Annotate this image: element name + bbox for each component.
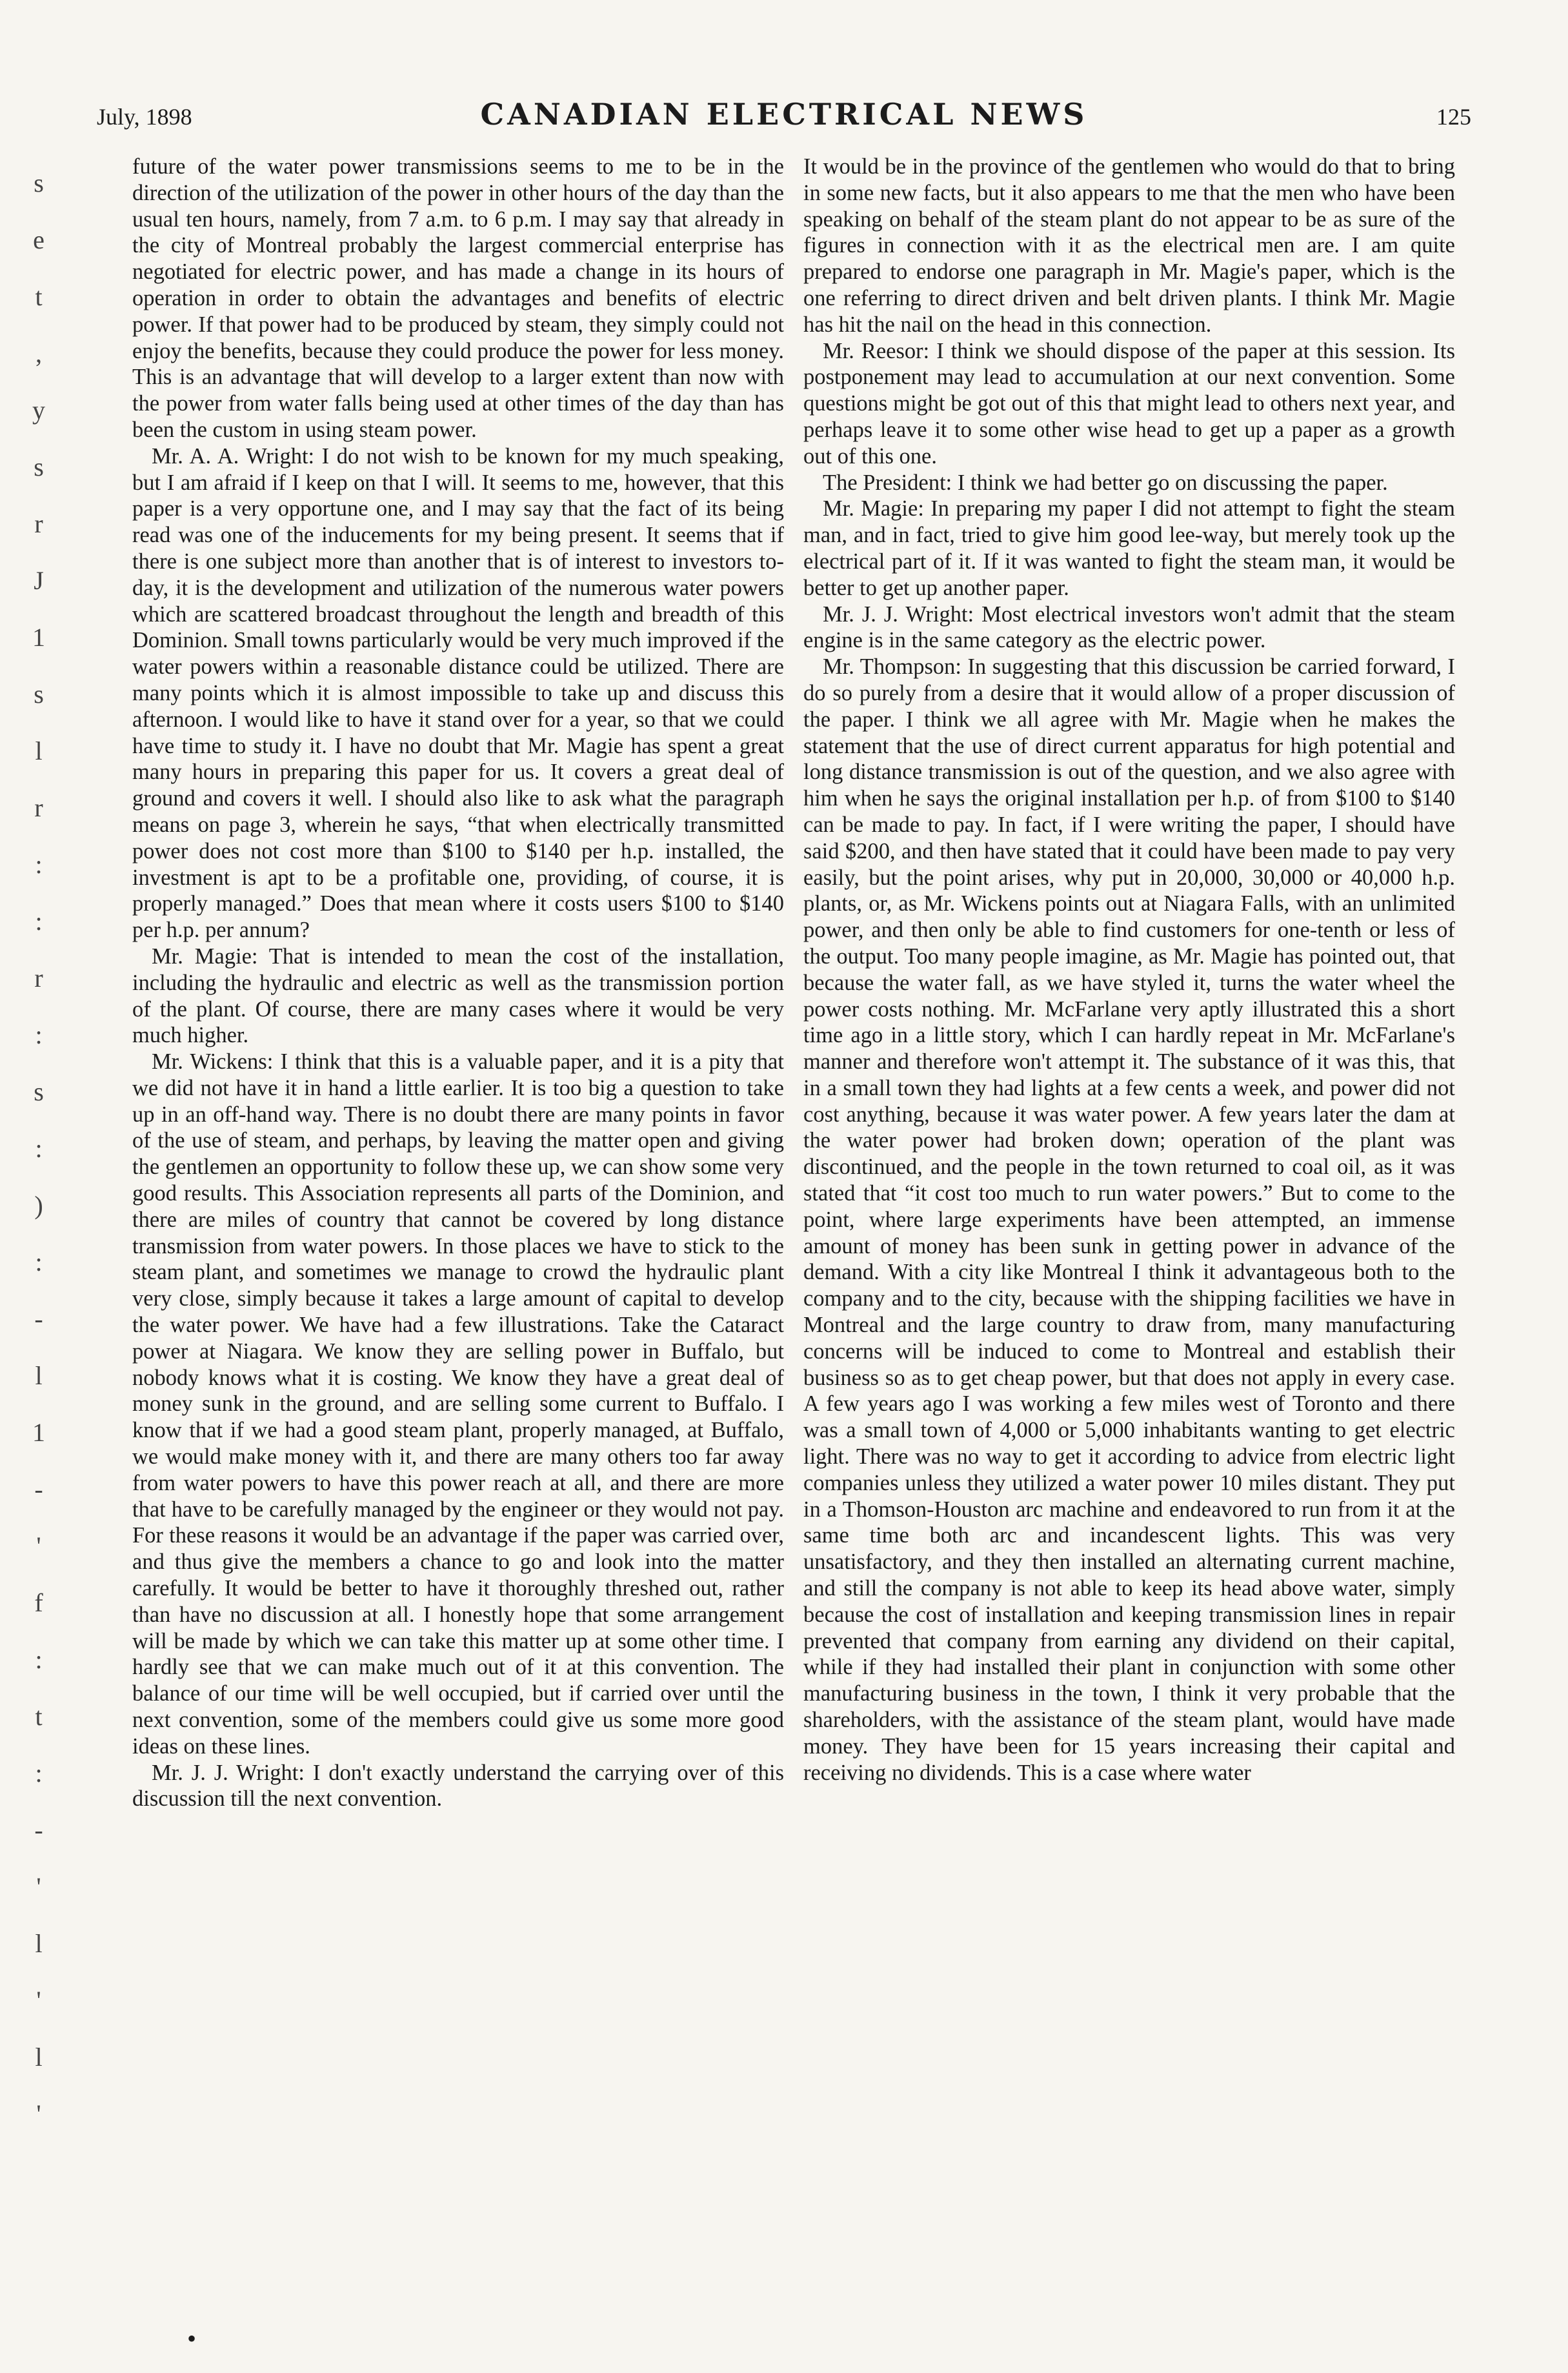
paragraph: It would be in the province of the gentlemen who would do that to bring in some new facts, but it also appears to me that the men who have been speaking on behalf of the steam plant do not appear to be as sure of the figures in connection with it as the electrical men are. I am quite prepared to endorse one paragraph in Mr. Magie's paper, which is the one referring to direct driven and belt driven plants. I think Mr. Magie has hit the nail on the head in this connection.	[803, 154, 1455, 337]
left-column	[132, 154, 784, 1812]
bleed-char: :	[35, 1247, 43, 1277]
bleed-char: -	[34, 1475, 43, 1504]
paragraph: Mr. A. A. Wright: I do not wish to be known for my much speaking, but I am afraid if I keep on that I will. It seems to me, however, that this paper is a very opportune one, and I may say that the fact of its being read was one of the inducements for my being present. It seems that if there is one subject more than another that is of interest to investors to-day, it is the development and utilization of the numerous water powers which are scattered broadcast throughout the length and breadth of this Dominion. Small towns particularly would be very much improved if the water powers within a reasonable distance could be utilized. There are many points which it is almost impossible to take up and discuss this afternoon. I would like to have it stand over for a year, so that we could have time to study it. I have no doubt that Mr. Magie has spent a great many hours in preparing this paper for us. It covers a great deal of ground and covers it well. I should also like to ask what the paragraph means on page 3, wherein he says, “that when electrically transmitted power does not cost more than $100 to $140 per h.p. installed, the investment is apt to be a profitable one, providing, of course, it is properly managed.” Does that mean where it costs users $100 to $140 per h.p. per annum?	[132, 443, 784, 943]
paragraph: Mr. Wickens: I think that this is a valuable paper, and it is a pity that we did not have it in hand a little earlier. It is too big a question to take up in an off-hand way. There is no doubt there are many points in favor of the use of steam, and perhaps, by leaving the matter open and giving the gentlemen an opportunity to follow these up, we can show some very good results. This Association represents all parts of the Dominion, and there are miles of country that cannot be covered by long distance transmission from water powers. In those places we have to stick to the steam plant, and sometimes we manage to crowd the hydraulic plant very close, simply because it takes a large amount of capital to develop the water power. We have had a few illustrations. Take the Cataract power at Niagara. We know they are selling power in Buffalo, but nobody knows what it is costing. We know they have a great deal of money sunk in the ground, and are selling some current to Buffalo. I know that if we had a good steam plant, properly managed, at Buffalo, we would make money with it, and there are many others too far away from water powers to have this power reach at all, and there are more that have to be carefully managed by the engineer or they would not pay. For these reasons it would be an advantage if the paper was carried over, and thus give the members a chance to go and look into the matter carefully. It would be better to have it thoroughly threshed out, rather than have no discussion at all. I honestly hope that some arrangement will be made by which we can take this matter up at some other time. I hardly see that we can make much out of it at this convention. The balance of our time will be well occupied, but if carried over until the next convention, some of the members could give us some more good ideas on these lines.	[132, 1049, 784, 1759]
publication-title: CANADIAN ELECTRICAL NEWS	[480, 97, 1088, 132]
bleed-char: '	[36, 1531, 41, 1560]
bleed-char: '	[36, 2099, 41, 2128]
bleed-char: e	[33, 225, 45, 254]
bleed-char: s	[34, 452, 44, 481]
bleed-char: -	[34, 1304, 43, 1333]
bleed-char: s	[34, 168, 44, 197]
bleed-char: :	[35, 907, 43, 936]
bleed-char: l	[35, 1929, 43, 1958]
bleed-char: :	[35, 1020, 43, 1049]
bleed-char: J	[34, 566, 44, 595]
paragraph: Mr. Magie: That is intended to mean the cost of the installation, including the hydraulic and electric as well as the transmission portion of the plant. Of course, there are many cases where it would be very much higher.	[132, 944, 784, 1048]
bleed-char: :	[35, 1645, 43, 1674]
bleed-char: s	[34, 680, 44, 709]
paragraph: Mr. Magie: In preparing my paper I did not attempt to fight the steam man, and in fact, tried to give him good lee-way, but merely took up the electrical part of it. If it was wanted to fight the steam man, it would be better to get up another paper.	[803, 496, 1455, 600]
bleed-char: t	[35, 1702, 43, 1731]
bleed-char: ,	[35, 339, 42, 368]
bleed-char: :	[35, 1759, 43, 1788]
bleed-char: )	[34, 1191, 43, 1220]
bleed-char: -	[34, 1815, 43, 1844]
issue-date: July, 1898	[97, 104, 192, 130]
bleed-char: y	[32, 396, 45, 425]
bleed-char: r	[34, 509, 43, 538]
paragraph: The President: I think we had better go on discussing the paper.	[823, 470, 1388, 495]
bleed-char: f	[34, 1588, 43, 1617]
bleed-char: '	[36, 1872, 41, 1901]
paragraph: Mr. Reesor: I think we should dispose of the paper at this session. Its postponement may lead to accumulation at our next convention. Some questions might be got out of this that might lead to others next year, and perhaps leave it to some other wise head to get up a paper as a growth out of this one.	[803, 338, 1455, 469]
footer-mark: •	[187, 2324, 197, 2353]
margin-bleed-through	[13, 155, 65, 2128]
paragraph: Mr. J. J. Wright: Most electrical investors won't admit that the steam engine is in the same category as the electric power.	[803, 601, 1455, 653]
bleed-char: :	[35, 1134, 43, 1163]
bleed-char: :	[35, 850, 43, 879]
right-column	[803, 154, 1455, 1786]
bleed-char: r	[34, 964, 43, 993]
page-header	[97, 97, 1471, 142]
bleed-char: s	[34, 1077, 44, 1106]
bleed-char: r	[34, 793, 43, 822]
bleed-char: t	[35, 282, 43, 311]
page-number: 125	[1436, 104, 1471, 130]
bleed-char: l	[35, 2043, 43, 2072]
bleed-char: 1	[32, 1418, 45, 1447]
paragraph: Mr. Thompson: In suggesting that this discussion be carried forward, I do so purely from a desire that it would allow of a proper discussion of the paper. I think we all agree with Mr. Magie when he makes the statement that the use of direct current apparatus for high potential and long distance transmission is out of the question, and we also agree with him when he says the original installation per h.p. of from $100 to $140 can be made to pay. In fact, if I were writing the paper, I should have said $200, and then have stated that it could have been made to pay very easily, but the point arises, why put in 20,000, 30,000 or 40,000 h.p. plants, or, as Mr. Wickens points out at Niagara Falls, with an unlimited power, and then only be able to find customers for one-tenth or less of the output. Too many people imagine, as Mr. Magie has pointed out, that because the water fall, as we have styled it, turns the water wheel the power costs nothing. Mr. McFarlane very aptly illustrated this a short time ago in a little story, which I can hardly repeat in Mr. McFarlane's manner and therefore won't attempt it. The substance of it was this, that in a small town they had lights at a few cents a week, and power did not cost anything, because it was water power. A few years later the dam at the water power had broken down; operation of the plant was discontinued, and the people in the town returned to coal oil, as it was stated that “it cost too much to run water powers.” But to come to the point, where large experiments have been attempted, an immense amount of money has been sunk in getting power in advance of the demand. With a city like Montreal I think it advantageous both to the company and to the city, because with the shipping facilities we have in Montreal and the large country to draw from, many manufacturing concerns will be induced to come to Montreal and establish their business so as to get cheap power, but that does not apply in every case. A few years ago I was working a few miles west of Toronto and there was a small town of 4,000 or 5,000 inhabitants wanting to get electric light. There was no way to get it according to advice from electric light companies unless they utilized a water power 10 miles distant. They put in a Thomson-Houston arc machine and endeavored to run from it at the same time both arc and incandescent lights. This was very unsatisfactory, and they then installed an alternating current machine, and still the company is not able to keep its head above water, simply because the cost of installation and keeping transmission lines in repair prevented that company from earning any dividend on their capital, while if they had installed their plant in conjunction with some other manufacturing business in the town, I think it very probable that the shareholders, with the assistance of the steam plant, would have made money. They have been for 15 years increasing their capital and receiving no dividends. This is a case where water	[803, 654, 1455, 1785]
bleed-char: l	[35, 736, 43, 765]
paragraph: future of the water power transmissions seems to me to be in the direction of the utilization of the power in other hours of the day than the usual ten hours, namely, from 7 a.m. to 6 p.m. I may say that already in the city of Montreal probably the largest commercial enterprise has negotiated for electric power, and has made a change in its hours of operation in order to obtain the advantages and benefits of electric power. If that power had to be produced by steam, they simply could not enjoy the benefits, because they could produce the power for less money. This is an advantage that will develop to a larger extent than now with the power from water falls being used at other times of the day than has been the custom in using steam power.	[132, 154, 784, 442]
bleed-char: l	[35, 1361, 43, 1390]
bleed-char: '	[36, 1986, 41, 2015]
paragraph: Mr. J. J. Wright: I don't exactly understand the carrying over of this discussion till the next convention.	[132, 1760, 784, 1812]
bleed-char: 1	[32, 623, 45, 652]
